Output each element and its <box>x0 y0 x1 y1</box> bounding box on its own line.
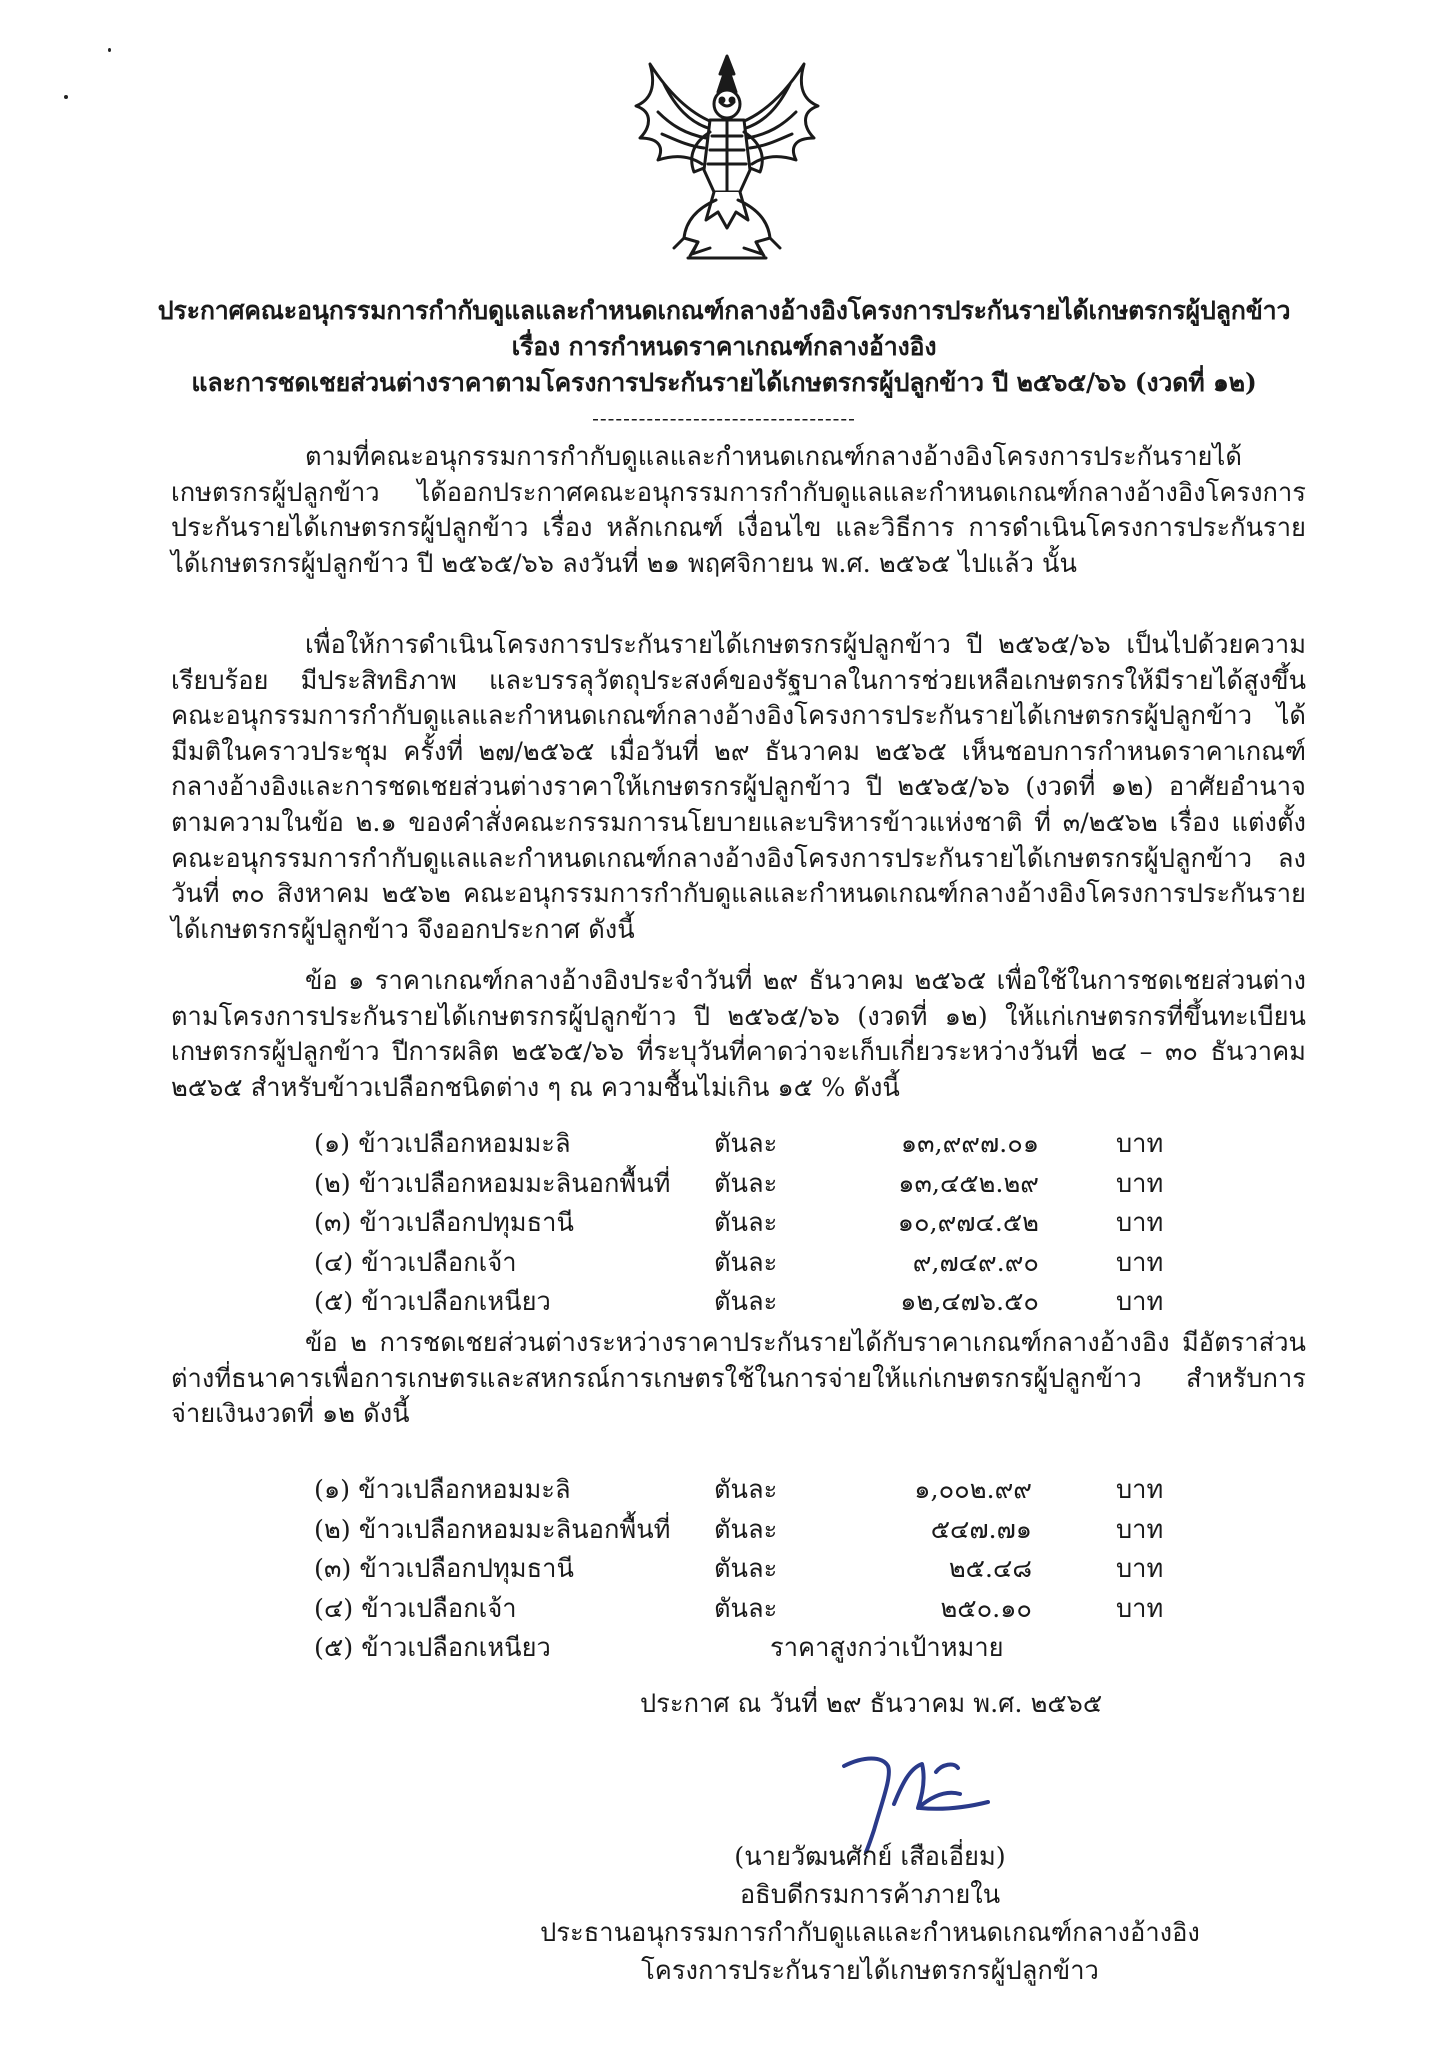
title-line-1: ประกาศคณะอนุกรรมการกำกับดูแลและกำหนดเกณฑ์กลางอ้างอิงโครงการประกันรายได้เกษตรกรผู้ปลูกข้าว <box>157 296 1291 325</box>
list-item <box>0 1510 1448 1550</box>
currency-label: บาท <box>1116 1129 1164 1159</box>
rice-type: (๓) ข้าวเปลือกปทุมธานี <box>314 1554 574 1584</box>
currency-label: บาท <box>1116 1514 1164 1545</box>
rice-type: (๔) ข้าวเปลือกเจ้า <box>314 1593 517 1624</box>
price-amount: ๙,๗๔๙.๙๐ <box>912 1247 1039 1278</box>
clause-1: ข้อ ๑ ราคาเกณฑ์กลางอ้างอิงประจำวันที่ ๒๙ ธันวาคม ๒๕๖๕ เพื่อใช้ในการชดเชยส่วนต่างตามโครงการประกันรายได้เกษตรกรผู้ปลูกข้าว ปี ๒๕๖๕/๖๖ (งวดที่ ๑๒) ให้แก่เกษตรกรที่ขึ้นทะเบียนเกษตรกรผู้ปลูกข้าว ปีการผลิต ๒๕๖๕/๖๖ ที่ระบุวันที่คาดว่าจะเก็บเกี่ยวระหว่างวันที่ ๒๔ – ๓๐ ธันวาคม ๒๕๖๕ สำหรับข้าวเปลือกชนิดต่าง ๆ ณ ความชื้นไม่เกิน ๑๕ % ดังนี้ <box>171 966 1306 1103</box>
unit-label: ตันละ <box>714 1554 778 1584</box>
list-item <box>0 1589 1448 1629</box>
compensation-amount: ๒๕๐.๑๐ <box>940 1593 1032 1624</box>
compensation-amount: ๑,๐๐๒.๙๙ <box>914 1475 1032 1505</box>
list-item <box>0 1628 1448 1668</box>
list-item <box>0 1549 1448 1589</box>
price-amount: ๑๓,๙๙๗.๐๑ <box>900 1129 1039 1159</box>
title-line-2: เรื่อง การกำหนดราคาเกณฑ์กลางอ้างอิง <box>511 332 937 361</box>
rice-type: (๑) ข้าวเปลือกหอมมะลิ <box>314 1129 571 1159</box>
list-item <box>0 1203 1448 1243</box>
title-line-3: และการชดเชยส่วนต่างราคาตามโครงการประกันรายได้เกษตรกรผู้ปลูกข้าว ปี ๒๕๖๕/๖๖ (งวดที่ ๑๒) <box>191 368 1257 397</box>
unit-label: ตันละ <box>714 1287 778 1317</box>
compensation-amount: ๕๔๗.๗๑ <box>930 1514 1032 1545</box>
list-item <box>0 1164 1448 1204</box>
currency-label: บาท <box>1116 1208 1164 1238</box>
unit-label: ตันละ <box>714 1475 778 1505</box>
scan-speck <box>64 95 68 99</box>
signer-position: ประธานอนุกรรมการกำกับดูแลและกำหนดเกณฑ์กลางอ้างอิง <box>540 1918 1200 1948</box>
rice-type: (๔) ข้าวเปลือกเจ้า <box>314 1247 517 1278</box>
currency-label: บาท <box>1116 1593 1164 1624</box>
currency-label: บาท <box>1116 1247 1164 1278</box>
list-item <box>0 1243 1448 1283</box>
currency-label: บาท <box>1116 1475 1164 1505</box>
scan-speck <box>108 48 111 52</box>
compensation-list <box>0 1470 1448 1668</box>
list-item <box>0 1124 1448 1164</box>
compensation-amount: ๒๕.๔๘ <box>948 1554 1032 1584</box>
signer-position: อธิบดีกรมการค้าภายใน <box>739 1880 1001 1910</box>
price-amount: ๑๐,๙๗๔.๕๒ <box>897 1208 1039 1238</box>
rice-type: (๕) ข้าวเปลือกเหนียว <box>314 1633 551 1663</box>
unit-label: ตันละ <box>714 1129 778 1159</box>
currency-label: บาท <box>1116 1287 1164 1317</box>
rice-type: (๒) ข้าวเปลือกหอมมะลินอกพื้นที่ <box>314 1514 671 1545</box>
title-separator: ---------------------------------- <box>592 406 856 430</box>
rice-type: (๑) ข้าวเปลือกหอมมะลิ <box>314 1475 571 1505</box>
list-item <box>0 1470 1448 1510</box>
rice-type: (๒) ข้าวเปลือกหอมมะลินอกพื้นที่ <box>314 1168 671 1199</box>
rice-type: (๕) ข้าวเปลือกเหนียว <box>314 1287 551 1317</box>
currency-label: บาท <box>1116 1168 1164 1199</box>
price-amount: ๑๓,๔๕๒.๒๙ <box>898 1168 1039 1199</box>
compensation-note: ราคาสูงกว่าเป้าหมาย <box>770 1633 1004 1663</box>
unit-label: ตันละ <box>714 1593 778 1624</box>
price-amount: ๑๒,๔๗๖.๕๐ <box>900 1287 1039 1317</box>
unit-label: ตันละ <box>714 1208 778 1238</box>
unit-label: ตันละ <box>714 1514 778 1545</box>
signer-name: (นายวัฒนศักย์ เสือเอี่ยม) <box>734 1842 1006 1872</box>
list-item <box>0 1282 1448 1322</box>
paragraph-resolution: เพื่อให้การดำเนินโครงการประกันรายได้เกษตรกรผู้ปลูกข้าว ปี ๒๕๖๕/๖๖ เป็นไปด้วยความเรียบร้อย มีประสิทธิภาพ และบรรลุวัตถุประสงค์ของรัฐบาลในการช่วยเหลือเกษตรกรให้มีรายได้สูงขึ้น คณะอนุกรรมการกำกับดูแลและกำหนดเกณฑ์กลางอ้างอิงโครงการประกันรายได้เกษตรกรผู้ปลูกข้าว ได้มีมติในคราวประชุม ครั้งที่ ๒๗/๒๕๖๕ เมื่อวันที่ ๒๙ ธันวาคม ๒๕๖๕ เห็นชอบการกำหนดราคาเกณฑ์กลางอ้างอิงและการชดเชยส่วนต่างราคาให้เกษตรกรผู้ปลูกข้าว ปี ๒๕๖๕/๖๖ (งวดที่ ๑๒) อาศัยอำนาจตามความในข้อ ๒.๑ ของคำสั่งคณะกรรมการนโยบายและบริหารข้าวแห่งชาติ ที่ ๓/๒๕๖๒ เรื่อง แต่งตั้งคณะอนุกรรมการกำกับดูแลและกำหนดเกณฑ์กลางอ้างอิงโครงการประกันรายได้เกษตรกรผู้ปลูกข้าว ลงวันที่ ๓๐ สิงหาคม ๒๕๖๒ คณะอนุกรรมการกำกับดูแลและกำหนดเกณฑ์กลางอ้างอิงโครงการประกันรายได้เกษตรกรผู้ปลูกข้าว จึงออกประกาศ ดังนี้ <box>171 630 1306 945</box>
signer-position: โครงการประกันรายได้เกษตรกรผู้ปลูกข้าว <box>641 1956 1099 1986</box>
announcement-date: ประกาศ ณ วันที่ ๒๙ ธันวาคม พ.ศ. ๒๕๖๕ <box>640 1689 1103 1719</box>
rice-type: (๓) ข้าวเปลือกปทุมธานี <box>314 1208 574 1238</box>
garuda-emblem-icon <box>628 52 826 262</box>
signature-block <box>520 1838 1220 1990</box>
reference-price-list <box>0 1124 1448 1322</box>
unit-label: ตันละ <box>714 1168 778 1199</box>
currency-label: บาท <box>1116 1554 1164 1584</box>
clause-2: ข้อ ๒ การชดเชยส่วนต่างระหว่างราคาประกันรายได้กับราคาเกณฑ์กลางอ้างอิง มีอัตราส่วนต่างที่ธนาคารเพื่อการเกษตรและสหกรณ์การเกษตรใช้ในการจ่ายให้แก่เกษตรกรผู้ปลูกข้าว สำหรับการจ่ายเงินงวดที่ ๑๒ ดังนี้ <box>171 1328 1306 1430</box>
paragraph-preamble: ตามที่คณะอนุกรรมการกำกับดูแลและกำหนดเกณฑ์กลางอ้างอิงโครงการประกันรายได้เกษตรกรผู้ปลูกข้าว ได้ออกประกาศคณะอนุกรรมการกำกับดูแลและกำหนดเกณฑ์กลางอ้างอิงโครงการประกันรายได้เกษตรกรผู้ปลูกข้าว เรื่อง หลักเกณฑ์ เงื่อนไข และวิธีการ การดำเนินโครงการประกันรายได้เกษตรกรผู้ปลูกข้าว ปี ๒๕๖๕/๖๖ ลงวันที่ ๒๑ พฤศจิกายน พ.ศ. ๒๕๖๕ ไปแล้ว นั้น <box>171 442 1306 579</box>
unit-label: ตันละ <box>714 1247 778 1278</box>
